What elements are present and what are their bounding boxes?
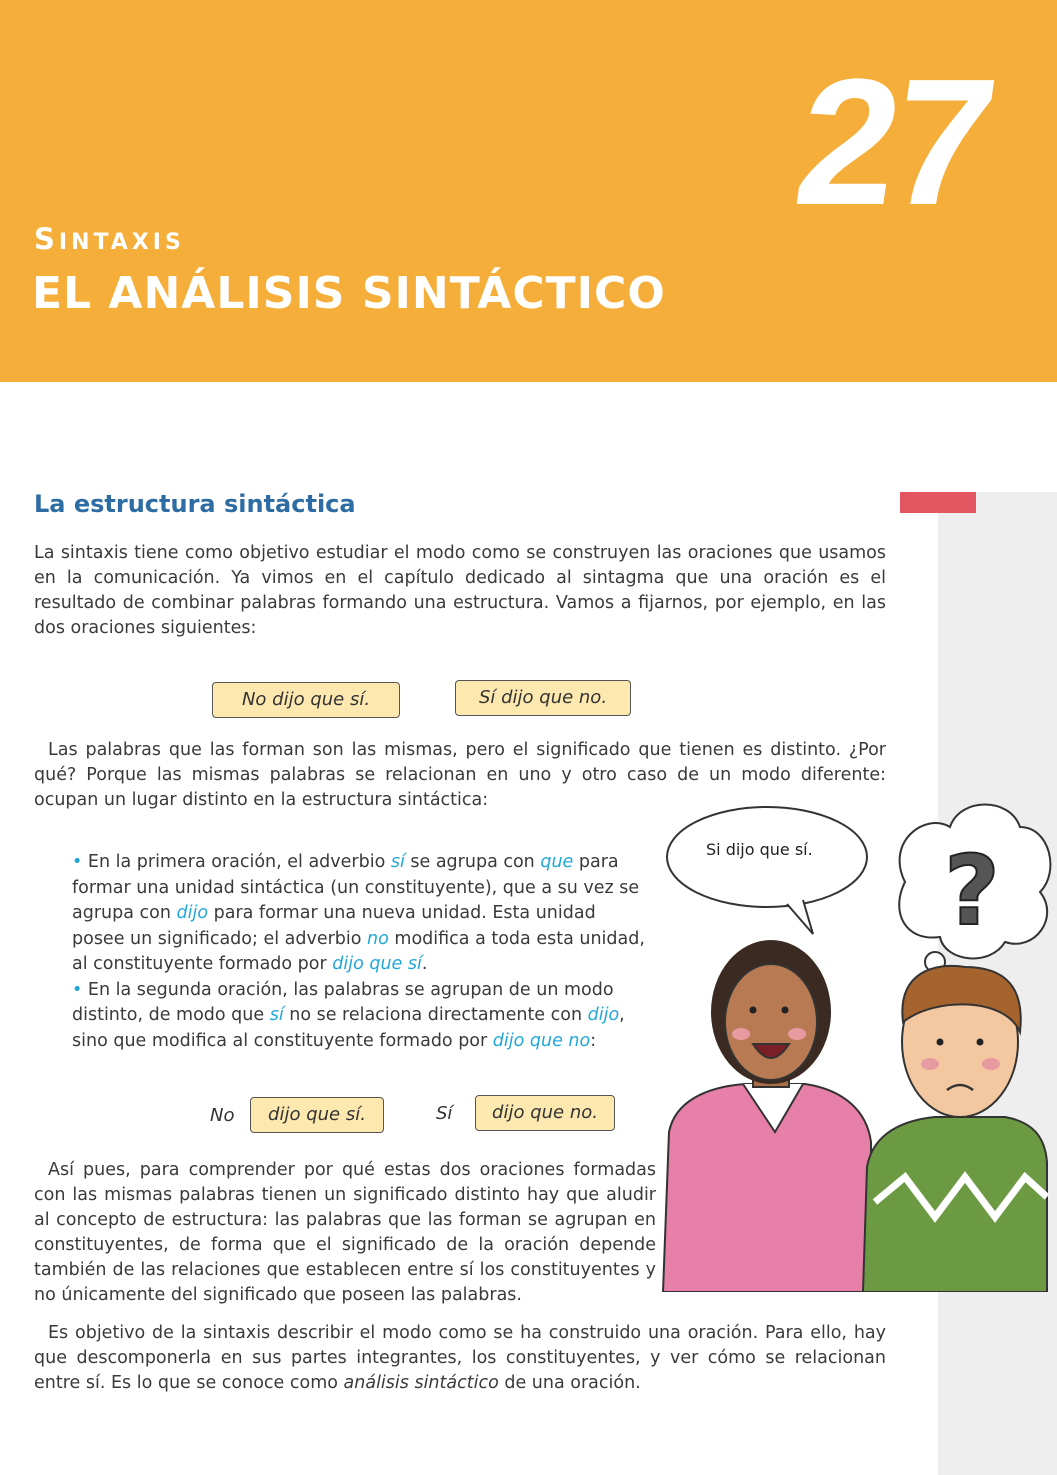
structure-box-1: dijo que sí. bbox=[250, 1097, 384, 1133]
man-figure bbox=[863, 966, 1047, 1292]
intro-text: La sintaxis tiene como objetivo estudiar el modo como se construyen las oraciones que usamos en la comunicación. Ya vimos en el capítulo dedicado al sintagma que una oración es el resultado de combinar palabras formando una estructura. Vamos a fijarnos, por ejemplo, en las dos oraciones siguientes: bbox=[34, 543, 886, 638]
bullet-text: para formar una unidad sintáctica (un constituyente), que a su vez se agrupa con bbox=[72, 852, 640, 923]
section-label-initial: S bbox=[34, 222, 59, 256]
bullet-text: . bbox=[421, 954, 428, 974]
keyword: sí bbox=[390, 852, 405, 872]
chapter-title: EL ANÁLISIS SINTÁCTICO bbox=[32, 268, 666, 319]
section-heading: La estructura sintáctica bbox=[34, 490, 356, 518]
third-text: Así pues, para comprender por qué estas dos oraciones formadas con las mismas palabras tienen un significado distinto hay que aludir al concepto de estructura: las palabras que las forman se agrupan en constituyentes, de forma que el significado de la oración depende también de las relaciones que establecen entre sí los constituyentes y no únicamente del significado que poseen las palabras. bbox=[34, 1160, 656, 1305]
fourth-text-part: Es objetivo de la sintaxis describir el modo como se ha construido una oración. Para ello, hay que descomponerla en sus partes integrantes, los constituyentes, y ver cómo se relacionan entre sí. Es lo que se conoce como bbox=[34, 1323, 886, 1393]
second-text: Las palabras que las forman son las mismas, pero el significado que tienen es distinto. ¿Por qué? Porque las mismas palabras se relacionan en uno y otro caso de un modo diferente: ocupan un lugar distinto en la estructura sintáctica: bbox=[34, 740, 886, 810]
question-mark-icon: ? bbox=[944, 835, 1000, 947]
emphasis: análisis sintáctico bbox=[343, 1373, 499, 1393]
keyword: que bbox=[540, 852, 574, 872]
woman-figure bbox=[663, 940, 871, 1292]
illustration bbox=[635, 772, 1055, 1292]
keyword: no bbox=[367, 928, 389, 949]
bullet-2 bbox=[72, 978, 652, 1055]
example-sentence-2: Sí dijo que no. bbox=[455, 680, 631, 716]
structure-box-2: dijo que no. bbox=[475, 1095, 615, 1131]
example-sentence-1: No dijo que sí. bbox=[212, 682, 400, 718]
intro-paragraph bbox=[34, 541, 886, 641]
fourth-paragraph bbox=[34, 1321, 886, 1396]
section-marker bbox=[900, 492, 976, 513]
third-paragraph bbox=[34, 1158, 656, 1308]
bullet-text: modifica a toda esta unidad, al constituyente formado por bbox=[72, 928, 645, 974]
bullet-dot: • bbox=[72, 979, 83, 1000]
keyword: sí bbox=[269, 1005, 284, 1025]
bullet-text: para formar una nueva unidad. Esta unidad posee un significado; el adverbio bbox=[72, 903, 596, 949]
speech-bubble bbox=[667, 807, 867, 934]
keyword: dijo bbox=[587, 1005, 620, 1025]
bullet-text: se agrupa con bbox=[404, 852, 541, 872]
speech-bubble-text: Si dijo que sí. bbox=[706, 840, 813, 859]
bullet-text: En la segunda oración, las palabras se agrupan de un modo distinto, de modo que bbox=[72, 979, 614, 1025]
keyword: dijo bbox=[176, 903, 209, 923]
keyword: dijo que no bbox=[492, 1030, 591, 1051]
bullet-1 bbox=[72, 850, 652, 978]
structure-word-2: Sí bbox=[436, 1103, 453, 1124]
keyword: dijo que sí bbox=[332, 954, 422, 974]
bullet-text: En la primera oración, el adverbio bbox=[87, 852, 391, 872]
bullet-text: , sino que modifica al constituyente formado por bbox=[72, 1005, 625, 1051]
chapter-number: 27 bbox=[784, 42, 1002, 243]
bullet-list bbox=[72, 850, 652, 1054]
bullet-text: no se relaciona directamente con bbox=[283, 1005, 588, 1025]
section-label bbox=[34, 222, 185, 256]
bullet-text: : bbox=[590, 1030, 597, 1051]
fourth-text bbox=[34, 1321, 886, 1396]
bullet-dot: • bbox=[72, 852, 83, 872]
structure-word-1: No bbox=[210, 1105, 235, 1126]
fourth-text-part: de una oración. bbox=[498, 1373, 641, 1393]
section-label-rest: INTAXIS bbox=[58, 230, 185, 255]
